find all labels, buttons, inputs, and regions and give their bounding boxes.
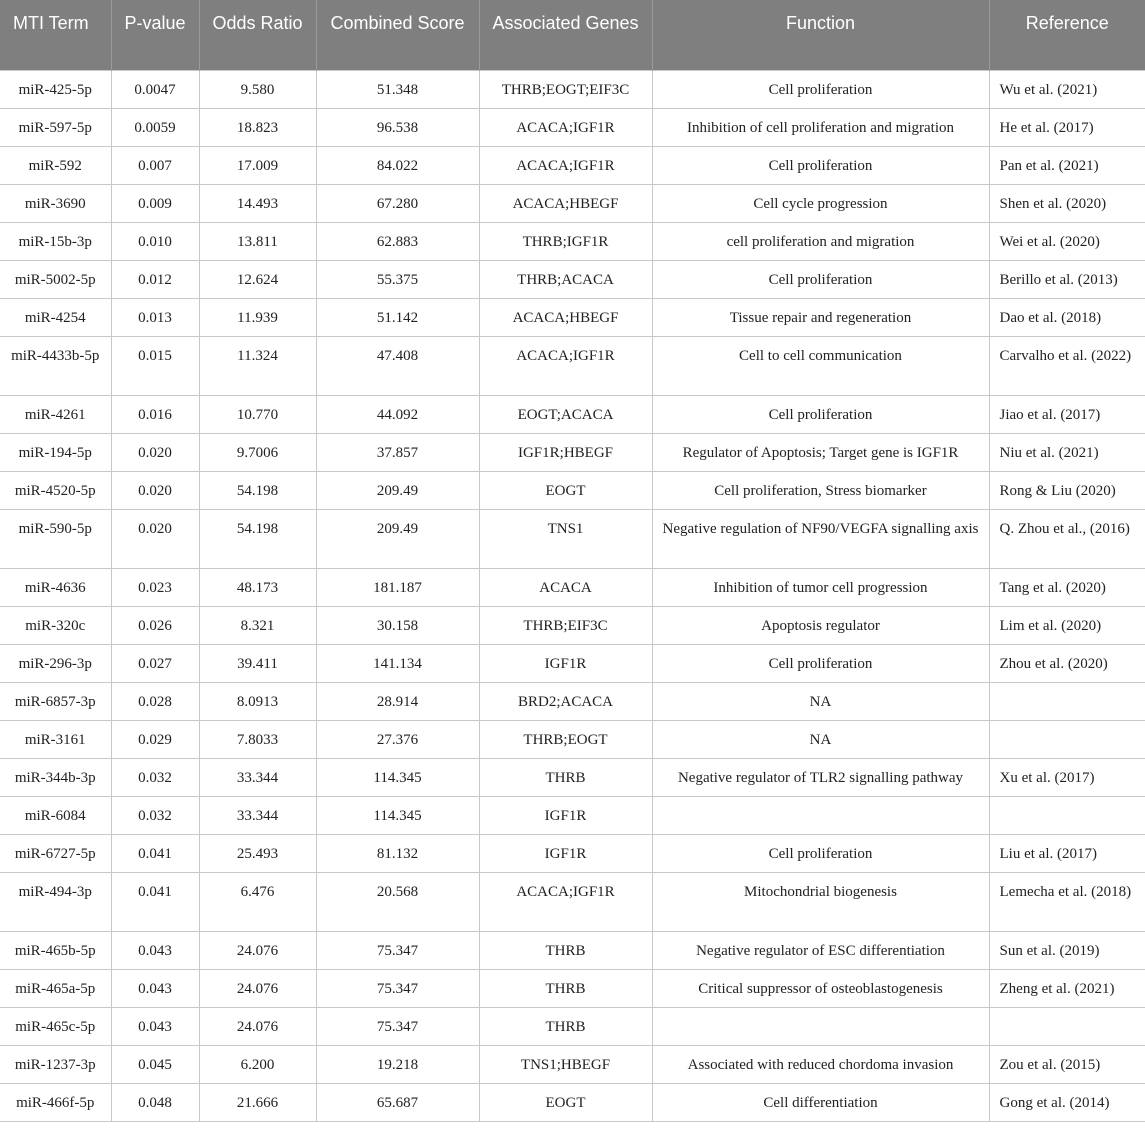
- p-value-cell: 0.009: [111, 184, 199, 222]
- function-cell: Mitochondrial biogenesis: [652, 872, 989, 931]
- combined-score-cell: 75.347: [316, 1007, 479, 1045]
- table-row: [0, 222, 1145, 260]
- associated-genes-cell: THRB;EOGT;EIF3C: [479, 70, 652, 108]
- combined-score-cell: 209.49: [316, 509, 479, 568]
- function-cell: Negative regulation of NF90/VEGFA signalling axis: [652, 509, 989, 568]
- function-cell: Regulator of Apoptosis; Target gene is IGF1R: [652, 433, 989, 471]
- function-cell: Negative regulator of ESC differentiation: [652, 931, 989, 969]
- mti-term-cell: miR-296-3p: [0, 644, 111, 682]
- p-value-cell: 0.048: [111, 1083, 199, 1121]
- associated-genes-cell: EOGT: [479, 1083, 652, 1121]
- odds-ratio-cell: 24.076: [199, 969, 316, 1007]
- combined-score-cell: 62.883: [316, 222, 479, 260]
- table-row: [0, 336, 1145, 395]
- associated-genes-cell: THRB: [479, 931, 652, 969]
- odds-ratio-cell: 9.7006: [199, 433, 316, 471]
- mti-term-cell: miR-344b-3p: [0, 758, 111, 796]
- reference-cell: Berillo et al. (2013): [989, 260, 1145, 298]
- associated-genes-cell: ACACA;HBEGF: [479, 298, 652, 336]
- function-cell: Cell proliferation: [652, 260, 989, 298]
- mti-term-cell: miR-592: [0, 146, 111, 184]
- mti-term-cell: miR-465b-5p: [0, 931, 111, 969]
- odds-ratio-cell: 9.580: [199, 70, 316, 108]
- function-cell: Cell proliferation: [652, 70, 989, 108]
- p-value-cell: 0.032: [111, 796, 199, 834]
- combined-score-cell: 55.375: [316, 260, 479, 298]
- function-cell: Cell proliferation: [652, 146, 989, 184]
- reference-cell: Zhou et al. (2020): [989, 644, 1145, 682]
- reference-cell: [989, 1007, 1145, 1045]
- odds-ratio-cell: 7.8033: [199, 720, 316, 758]
- combined-score-cell: 84.022: [316, 146, 479, 184]
- odds-ratio-cell: 33.344: [199, 796, 316, 834]
- mti-term-cell: miR-3690: [0, 184, 111, 222]
- combined-score-cell: 27.376: [316, 720, 479, 758]
- mti-term-cell: miR-320c: [0, 606, 111, 644]
- mti-term-cell: miR-4433b-5p: [0, 336, 111, 395]
- reference-cell: Zou et al. (2015): [989, 1045, 1145, 1083]
- p-value-cell: 0.029: [111, 720, 199, 758]
- p-value-cell: 0.0047: [111, 70, 199, 108]
- reference-cell: Lemecha et al. (2018): [989, 872, 1145, 931]
- associated-genes-cell: ACACA;IGF1R: [479, 108, 652, 146]
- odds-ratio-cell: 24.076: [199, 931, 316, 969]
- table-row: [0, 606, 1145, 644]
- associated-genes-cell: ACACA;IGF1R: [479, 146, 652, 184]
- function-cell: Cell proliferation, Stress biomarker: [652, 471, 989, 509]
- p-value-cell: 0.016: [111, 395, 199, 433]
- header-odds-ratio: Odds Ratio: [199, 0, 316, 70]
- odds-ratio-cell: 11.324: [199, 336, 316, 395]
- mti-term-cell: miR-5002-5p: [0, 260, 111, 298]
- p-value-cell: 0.020: [111, 509, 199, 568]
- odds-ratio-cell: 14.493: [199, 184, 316, 222]
- combined-score-cell: 181.187: [316, 568, 479, 606]
- combined-score-cell: 30.158: [316, 606, 479, 644]
- combined-score-cell: 19.218: [316, 1045, 479, 1083]
- p-value-cell: 0.045: [111, 1045, 199, 1083]
- reference-cell: Xu et al. (2017): [989, 758, 1145, 796]
- odds-ratio-cell: 8.0913: [199, 682, 316, 720]
- reference-cell: Sun et al. (2019): [989, 931, 1145, 969]
- mti-term-cell: miR-466f-5p: [0, 1083, 111, 1121]
- header-p-value: P-value: [111, 0, 199, 70]
- function-cell: Cell proliferation: [652, 644, 989, 682]
- odds-ratio-cell: 21.666: [199, 1083, 316, 1121]
- header-function: Function: [652, 0, 989, 70]
- mti-term-cell: miR-590-5p: [0, 509, 111, 568]
- p-value-cell: 0.010: [111, 222, 199, 260]
- combined-score-cell: 75.347: [316, 969, 479, 1007]
- associated-genes-cell: THRB: [479, 1007, 652, 1045]
- function-cell: [652, 1007, 989, 1045]
- table-row: [0, 1007, 1145, 1045]
- reference-cell: Lim et al. (2020): [989, 606, 1145, 644]
- table-row: [0, 509, 1145, 568]
- associated-genes-cell: THRB;IGF1R: [479, 222, 652, 260]
- associated-genes-cell: IGF1R: [479, 834, 652, 872]
- odds-ratio-cell: 24.076: [199, 1007, 316, 1045]
- reference-cell: Q. Zhou et al., (2016): [989, 509, 1145, 568]
- mti-term-cell: miR-15b-3p: [0, 222, 111, 260]
- mti-term-cell: miR-3161: [0, 720, 111, 758]
- function-cell: Cell differentiation: [652, 1083, 989, 1121]
- p-value-cell: 0.032: [111, 758, 199, 796]
- associated-genes-cell: THRB;ACACA: [479, 260, 652, 298]
- odds-ratio-cell: 6.476: [199, 872, 316, 931]
- associated-genes-cell: IGF1R: [479, 644, 652, 682]
- associated-genes-cell: BRD2;ACACA: [479, 682, 652, 720]
- table-row: [0, 969, 1145, 1007]
- associated-genes-cell: THRB: [479, 758, 652, 796]
- odds-ratio-cell: 17.009: [199, 146, 316, 184]
- p-value-cell: 0.041: [111, 834, 199, 872]
- associated-genes-cell: ACACA;IGF1R: [479, 872, 652, 931]
- combined-score-cell: 51.348: [316, 70, 479, 108]
- table-row: [0, 720, 1145, 758]
- odds-ratio-cell: 18.823: [199, 108, 316, 146]
- combined-score-cell: 114.345: [316, 796, 479, 834]
- function-cell: Cell proliferation: [652, 395, 989, 433]
- function-cell: Inhibition of cell proliferation and migration: [652, 108, 989, 146]
- odds-ratio-cell: 54.198: [199, 471, 316, 509]
- table-row: [0, 108, 1145, 146]
- odds-ratio-cell: 8.321: [199, 606, 316, 644]
- reference-cell: [989, 682, 1145, 720]
- table-row: [0, 146, 1145, 184]
- table-row: [0, 796, 1145, 834]
- reference-cell: Zheng et al. (2021): [989, 969, 1145, 1007]
- function-cell: [652, 796, 989, 834]
- header-associated-genes: Associated Genes: [479, 0, 652, 70]
- associated-genes-cell: THRB;EOGT: [479, 720, 652, 758]
- table-row: [0, 682, 1145, 720]
- mti-term-cell: miR-194-5p: [0, 433, 111, 471]
- header-reference: Reference: [989, 0, 1145, 70]
- odds-ratio-cell: 12.624: [199, 260, 316, 298]
- combined-score-cell: 20.568: [316, 872, 479, 931]
- p-value-cell: 0.041: [111, 872, 199, 931]
- mti-term-cell: miR-4254: [0, 298, 111, 336]
- mti-term-cell: miR-4520-5p: [0, 471, 111, 509]
- table-row: [0, 395, 1145, 433]
- combined-score-cell: 65.687: [316, 1083, 479, 1121]
- table-row: [0, 471, 1145, 509]
- combined-score-cell: 75.347: [316, 931, 479, 969]
- reference-cell: Wei et al. (2020): [989, 222, 1145, 260]
- mti-term-cell: miR-494-3p: [0, 872, 111, 931]
- table-row: [0, 834, 1145, 872]
- odds-ratio-cell: 6.200: [199, 1045, 316, 1083]
- reference-cell: Tang et al. (2020): [989, 568, 1145, 606]
- p-value-cell: 0.013: [111, 298, 199, 336]
- mti-term-cell: miR-465a-5p: [0, 969, 111, 1007]
- function-cell: cell proliferation and migration: [652, 222, 989, 260]
- p-value-cell: 0.007: [111, 146, 199, 184]
- odds-ratio-cell: 48.173: [199, 568, 316, 606]
- reference-cell: Wu et al. (2021): [989, 70, 1145, 108]
- table-header: [0, 0, 1145, 70]
- reference-cell: Dao et al. (2018): [989, 298, 1145, 336]
- p-value-cell: 0.027: [111, 644, 199, 682]
- table-row: [0, 70, 1145, 108]
- combined-score-cell: 209.49: [316, 471, 479, 509]
- function-cell: Cell proliferation: [652, 834, 989, 872]
- reference-cell: Shen et al. (2020): [989, 184, 1145, 222]
- p-value-cell: 0.028: [111, 682, 199, 720]
- p-value-cell: 0.0059: [111, 108, 199, 146]
- combined-score-cell: 44.092: [316, 395, 479, 433]
- function-cell: Apoptosis regulator: [652, 606, 989, 644]
- p-value-cell: 0.043: [111, 1007, 199, 1045]
- odds-ratio-cell: 25.493: [199, 834, 316, 872]
- table-row: [0, 644, 1145, 682]
- function-cell: Associated with reduced chordoma invasion: [652, 1045, 989, 1083]
- associated-genes-cell: THRB;EIF3C: [479, 606, 652, 644]
- mti-term-cell: miR-6084: [0, 796, 111, 834]
- table-row: [0, 758, 1145, 796]
- p-value-cell: 0.043: [111, 969, 199, 1007]
- function-cell: Critical suppressor of osteoblastogenesis: [652, 969, 989, 1007]
- table-row: [0, 1045, 1145, 1083]
- function-cell: Negative regulator of TLR2 signalling pathway: [652, 758, 989, 796]
- combined-score-cell: 67.280: [316, 184, 479, 222]
- p-value-cell: 0.023: [111, 568, 199, 606]
- p-value-cell: 0.015: [111, 336, 199, 395]
- associated-genes-cell: EOGT: [479, 471, 652, 509]
- function-cell: Tissue repair and regeneration: [652, 298, 989, 336]
- associated-genes-cell: ACACA: [479, 568, 652, 606]
- combined-score-cell: 81.132: [316, 834, 479, 872]
- table-row: [0, 1083, 1145, 1121]
- table-row: [0, 568, 1145, 606]
- mti-term-cell: miR-1237-3p: [0, 1045, 111, 1083]
- reference-cell: Jiao et al. (2017): [989, 395, 1145, 433]
- combined-score-cell: 37.857: [316, 433, 479, 471]
- mti-term-cell: miR-425-5p: [0, 70, 111, 108]
- function-cell: NA: [652, 682, 989, 720]
- mti-term-cell: miR-4261: [0, 395, 111, 433]
- associated-genes-cell: IGF1R: [479, 796, 652, 834]
- table-body: [0, 70, 1145, 1121]
- associated-genes-cell: IGF1R;HBEGF: [479, 433, 652, 471]
- reference-cell: Pan et al. (2021): [989, 146, 1145, 184]
- p-value-cell: 0.020: [111, 471, 199, 509]
- reference-cell: Niu et al. (2021): [989, 433, 1145, 471]
- reference-cell: [989, 720, 1145, 758]
- odds-ratio-cell: 13.811: [199, 222, 316, 260]
- combined-score-cell: 47.408: [316, 336, 479, 395]
- p-value-cell: 0.020: [111, 433, 199, 471]
- odds-ratio-cell: 11.939: [199, 298, 316, 336]
- mti-term-cell: miR-6857-3p: [0, 682, 111, 720]
- mti-term-cell: miR-597-5p: [0, 108, 111, 146]
- table-row: [0, 184, 1145, 222]
- reference-cell: Liu et al. (2017): [989, 834, 1145, 872]
- header-row: [0, 0, 1145, 70]
- associated-genes-cell: TNS1;HBEGF: [479, 1045, 652, 1083]
- combined-score-cell: 28.914: [316, 682, 479, 720]
- function-cell: Cell to cell communication: [652, 336, 989, 395]
- table-row: [0, 931, 1145, 969]
- combined-score-cell: 51.142: [316, 298, 479, 336]
- combined-score-cell: 114.345: [316, 758, 479, 796]
- odds-ratio-cell: 39.411: [199, 644, 316, 682]
- table-row: [0, 298, 1145, 336]
- mti-term-cell: miR-465c-5p: [0, 1007, 111, 1045]
- mti-term-cell: miR-4636: [0, 568, 111, 606]
- reference-cell: [989, 796, 1145, 834]
- odds-ratio-cell: 10.770: [199, 395, 316, 433]
- mti-term-cell: miR-6727-5p: [0, 834, 111, 872]
- table-row: [0, 872, 1145, 931]
- reference-cell: He et al. (2017): [989, 108, 1145, 146]
- combined-score-cell: 96.538: [316, 108, 479, 146]
- reference-cell: Carvalho et al. (2022): [989, 336, 1145, 395]
- p-value-cell: 0.012: [111, 260, 199, 298]
- function-cell: Inhibition of tumor cell progression: [652, 568, 989, 606]
- reference-cell: Rong & Liu (2020): [989, 471, 1145, 509]
- table-row: [0, 260, 1145, 298]
- associated-genes-cell: ACACA;IGF1R: [479, 336, 652, 395]
- header-combined-score: Combined Score: [316, 0, 479, 70]
- associated-genes-cell: EOGT;ACACA: [479, 395, 652, 433]
- associated-genes-cell: ACACA;HBEGF: [479, 184, 652, 222]
- reference-cell: Gong et al. (2014): [989, 1083, 1145, 1121]
- p-value-cell: 0.026: [111, 606, 199, 644]
- table-row: [0, 433, 1145, 471]
- function-cell: Cell cycle progression: [652, 184, 989, 222]
- associated-genes-cell: THRB: [479, 969, 652, 1007]
- combined-score-cell: 141.134: [316, 644, 479, 682]
- odds-ratio-cell: 33.344: [199, 758, 316, 796]
- p-value-cell: 0.043: [111, 931, 199, 969]
- header-mti-term: MTI Term: [0, 0, 111, 70]
- associated-genes-cell: TNS1: [479, 509, 652, 568]
- function-cell: NA: [652, 720, 989, 758]
- odds-ratio-cell: 54.198: [199, 509, 316, 568]
